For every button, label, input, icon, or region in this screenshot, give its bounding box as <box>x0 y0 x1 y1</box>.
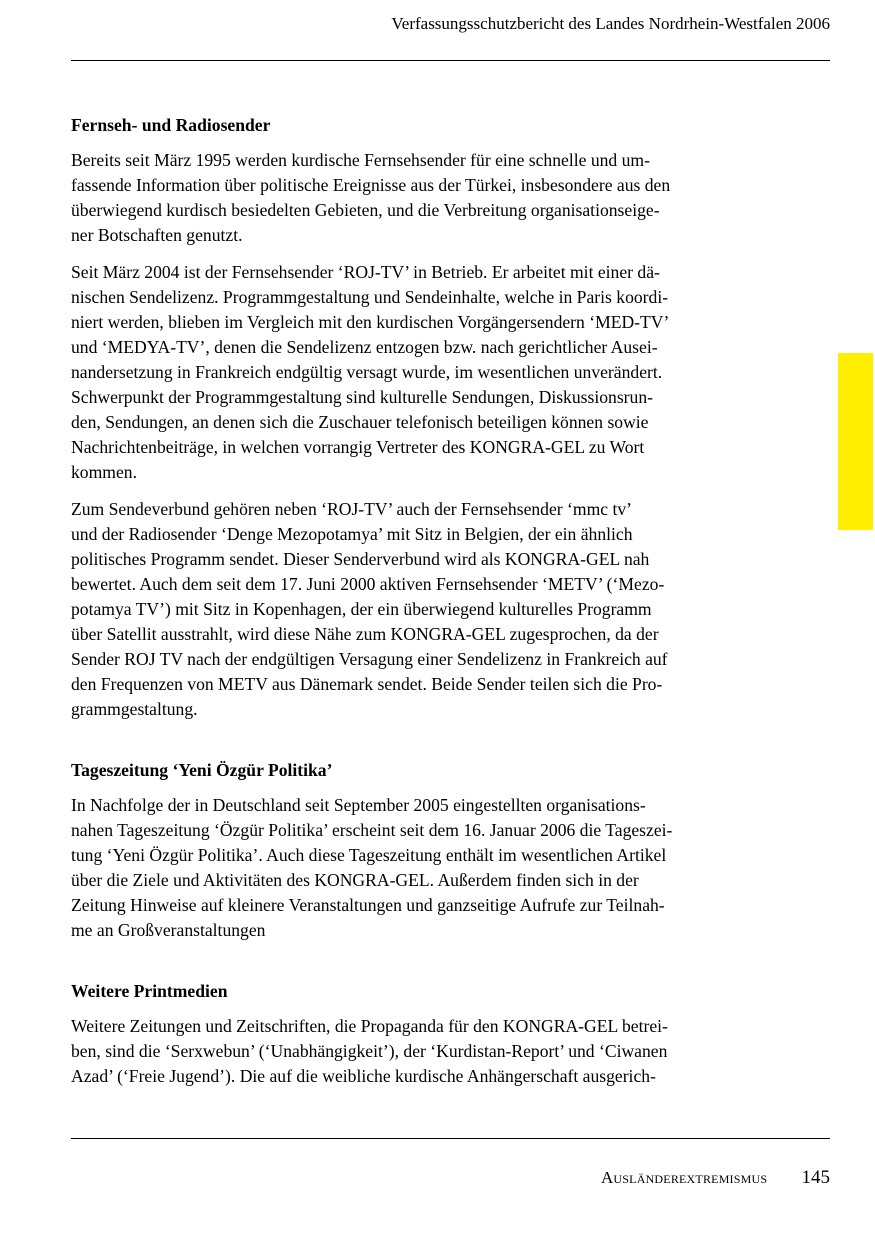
text-line: grammgestaltung. <box>71 699 198 719</box>
text-line: ner Botschaften genutzt. <box>71 225 243 245</box>
section-other-print-media <box>71 979 761 1089</box>
text-line: den, Sendungen, an denen sich die Zuschauer telefonisch beteiligen können sowie <box>71 412 649 432</box>
section-heading: Tageszeitung ‘Yeni Özgür Politika’ <box>71 760 333 780</box>
text-line: In Nachfolge der in Deutschland seit September 2005 eingestellten organisations- <box>71 795 646 815</box>
text-line: Sender ROJ TV nach der endgültigen Versagung einer Sendelizenz in Frankreich auf <box>71 649 668 669</box>
paragraph <box>71 497 761 722</box>
paragraph <box>71 1014 761 1089</box>
text-line: nahen Tageszeitung ‘Özgür Politika’ erscheint seit dem 16. Januar 2006 die Tageszei- <box>71 820 673 840</box>
header-rule <box>71 60 830 61</box>
text-line: Bereits seit März 1995 werden kurdische Fernsehsender für eine schnelle und um- <box>71 150 650 170</box>
page-footer <box>601 1166 830 1190</box>
text-line: über die Ziele und Aktivitäten des KONGRA-GEL. Außerdem finden sich in der <box>71 870 639 890</box>
paragraph <box>71 260 761 485</box>
text-line: und der Radiosender ‘Denge Mezopotamya’ mit Sitz in Belgien, der ein ähnlich <box>71 524 633 544</box>
text-line: Weitere Zeitungen und Zeitschriften, die Propaganda für den KONGRA-GEL betrei- <box>71 1016 668 1036</box>
text-line: Zum Sendeverbund gehören neben ‘ROJ-TV’ auch der Fernsehsender ‘mmc tv’ <box>71 499 633 519</box>
text-line: niert werden, blieben im Vergleich mit den kurdischen Vorgängersendern ‘MED-TV’ <box>71 312 670 332</box>
text-line: potamya TV’) mit Sitz in Kopenhagen, der ein überwiegend kulturelles Programm <box>71 599 652 619</box>
text-line: me an Großveranstaltungen <box>71 920 266 940</box>
footer-section-name: Ausländerextremismus <box>600 1168 768 1187</box>
text-line: kommen. <box>71 462 137 482</box>
text-line: fassende Information über politische Ereignisse aus der Türkei, insbesondere aus den <box>71 175 671 195</box>
footer-rule <box>71 1138 830 1139</box>
text-line: Nachrichtenbeiträge, in welchen vorrangig Vertreter des KONGRA-GEL zu Wort <box>71 437 645 457</box>
text-line: bewertet. Auch dem seit dem 17. Juni 2000 aktiven Fernsehsender ‘METV’ (‘Mezo- <box>71 574 665 594</box>
text-line: tung ‘Yeni Özgür Politika’. Auch diese Tageszeitung enthält im wesentlichen Artikel <box>71 845 667 865</box>
section-heading: Fernseh- und Radiosender <box>71 115 271 135</box>
running-header: Verfassungsschutzbericht des Landes Nordrhein-Westfalen 2006 <box>391 14 830 33</box>
paragraph <box>71 793 761 943</box>
section-heading: Weitere Printmedien <box>71 981 228 1001</box>
text-line: und ‘MEDYA-TV’, denen die Sendelizenz entzogen bzw. nach gerichtlicher Ausei- <box>71 337 658 357</box>
text-line: Azad’ (‘Freie Jugend’). Die auf die weibliche kurdische Anhängerschaft ausgerich- <box>71 1066 656 1086</box>
text-line: Seit März 2004 ist der Fernsehsender ‘ROJ-TV’ in Betrieb. Er arbeitet mit einer dä- <box>71 262 660 282</box>
section-daily-newspaper <box>71 758 761 943</box>
paragraph <box>71 148 761 248</box>
text-line: überwiegend kurdisch besiedelten Gebieten, und die Verbreitung organisationseige- <box>71 200 660 220</box>
text-line: den Frequenzen von METV aus Dänemark sendet. Beide Sender teilen sich die Pro- <box>71 674 663 694</box>
text-line: politisches Programm sendet. Dieser Senderverbund wird als KONGRA-GEL nah <box>71 549 650 569</box>
page-body <box>71 113 761 1101</box>
text-line: über Satellit ausstrahlt, wird diese Nähe zum KONGRA-GEL zugesprochen, da der <box>71 624 659 644</box>
text-line: nandersetzung in Frankreich endgültig versagt wurde, im wesentlichen unverändert. <box>71 362 663 382</box>
text-line: nischen Sendelizenz. Programmgestaltung und Sendeinhalte, welche in Paris koordi- <box>71 287 669 307</box>
text-line: Zeitung Hinweise auf kleinere Veranstaltungen und ganzseitige Aufrufe zur Teilnah- <box>71 895 665 915</box>
chapter-tab-marker <box>838 353 873 530</box>
text-line: Schwerpunkt der Programmgestaltung sind kulturelle Sendungen, Diskussionsrun- <box>71 387 653 407</box>
text-line: ben, sind die ‘Serxwebun’ (‘Unabhängigkeit’), der ‘Kurdistan-Report’ und ‘Ciwanen <box>71 1041 668 1061</box>
section-tv-radio <box>71 113 761 722</box>
page-number: 145 <box>801 1167 830 1188</box>
